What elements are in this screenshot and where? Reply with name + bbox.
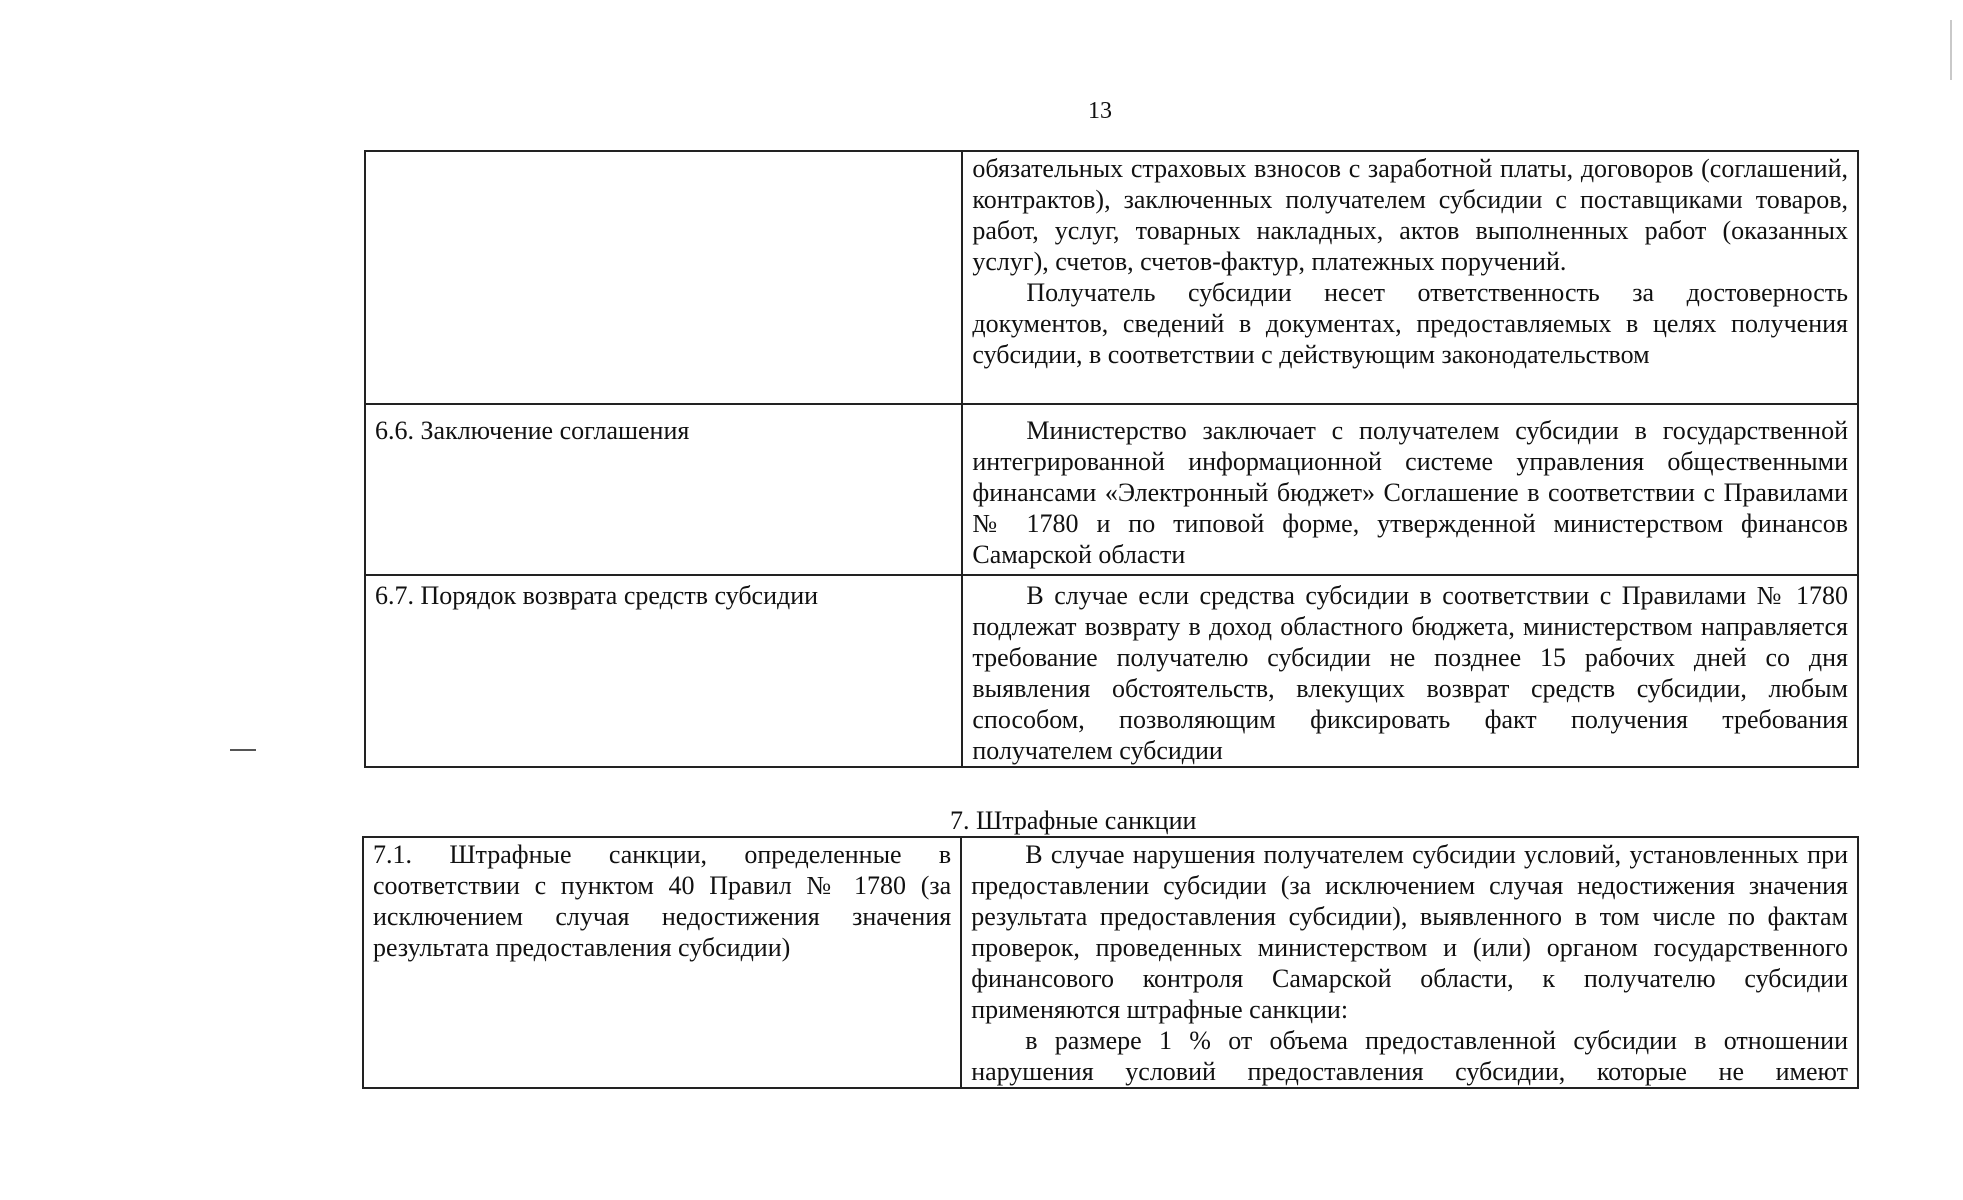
scan-edge-line — [1950, 20, 1952, 80]
table-row — [365, 404, 1858, 575]
paragraph: В случае нарушения получателем субсидии условий, установленных при предоставлении субсидии (за исключением случая недостижения значения результата предоставления субсидии), выявленного в том числе по фактам проверок, проведенных министерством и (или) органом государственного финансового контроля Самарской области, к получателю субсидии применяются штрафные санкции: — [971, 840, 1848, 1024]
table-cell-right — [962, 151, 1858, 404]
table-cell-left: 6.7. Порядок возврата средств субсидии — [365, 575, 962, 767]
paragraph: обязательных страховых взносов с заработной платы, договоров (соглашений, контрактов), заключенных получателем субсидии с поставщиками товаров, работ, услуг, товарных накладных, актов выполненных работ (оказанных услуг), счетов, счетов-фактур, платежных поручений. — [972, 154, 1848, 276]
margin-dash — [230, 749, 256, 751]
section-title: 7. Штрафные санкции — [950, 806, 1197, 835]
penalties-table — [362, 836, 1859, 1089]
paragraph: 7.1. Штрафные санкции, определенные в соответствии с пунктом 40 Правил № 1780 (за исключением случая недостижения значения результата предоставления субсидии) — [373, 840, 952, 962]
paragraph: в размере 1 % от объема предоставленной субсидии в отношении нарушения условий предоставления субсидии, которые не имеют — [971, 1026, 1848, 1086]
table-cell-right — [962, 575, 1858, 767]
table-cell-left: 6.6. Заключение соглашения — [365, 404, 962, 575]
table-cell-right — [961, 837, 1858, 1088]
table-cell-left — [363, 837, 961, 1088]
table-row — [365, 575, 1858, 767]
paragraph: Министерство заключает с получателем субсидии в государственной интегрированной информационной системе управления общественными финансами «Электронный бюджет» Соглашение в соответствии с Правилами № 1780 и по типовой форме, утвержденной министерством финансов Самарской области — [972, 416, 1848, 569]
paragraph: В случае если средства субсидии в соответствии с Правилами № 1780 подлежат возврату в доход областного бюджета, министерством направляется требование получателю субсидии не позднее 15 рабочих дней со дня выявления обстоятельств, влекущих возврат средств субсидии, любым способом, позволяющим фиксировать факт получения требования получателем субсидии — [972, 581, 1848, 765]
conditions-table — [364, 150, 1859, 768]
table-row — [363, 837, 1858, 1088]
page-number: 13 — [1088, 98, 1112, 124]
table-cell-left — [365, 151, 962, 404]
paragraph: Получатель субсидии несет ответственность за достоверность документов, сведений в документах, предоставляемых в целях получения субсидии, в соответствии с действующим законодательством — [972, 278, 1848, 369]
table-row — [365, 151, 1858, 404]
table-cell-right — [962, 404, 1858, 575]
